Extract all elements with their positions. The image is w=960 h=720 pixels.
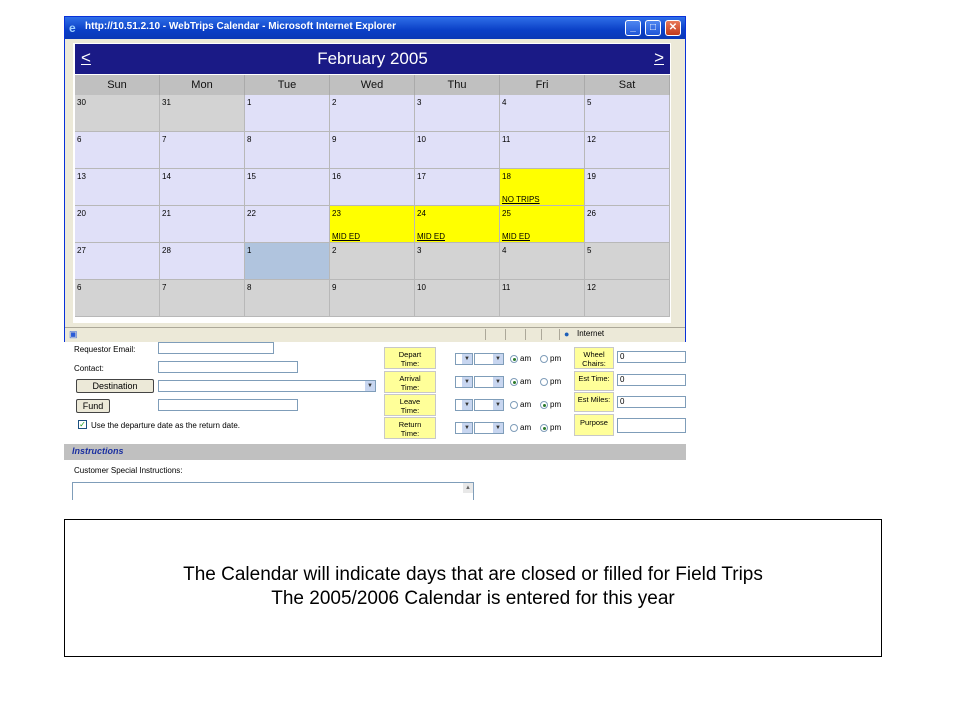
day-number: 10 xyxy=(417,135,426,144)
day-number: 1 xyxy=(247,246,252,255)
trip-request-form xyxy=(64,336,686,500)
chevron-down-icon: ▼ xyxy=(462,354,472,364)
calendar-popup-window xyxy=(64,16,686,342)
day-number: 14 xyxy=(162,172,171,181)
leave-time-label: Leave Time: xyxy=(384,394,436,416)
calendar-day-cell[interactable] xyxy=(75,132,160,169)
est-miles-input[interactable]: 0 xyxy=(617,396,686,408)
day-number: 5 xyxy=(587,246,592,255)
calendar-day-cell[interactable] xyxy=(585,243,670,280)
day-number: 11 xyxy=(502,135,511,144)
am-label: am xyxy=(520,423,532,432)
day-name-mon: Mon xyxy=(160,75,245,95)
depart-time-label: Depart Time: xyxy=(384,347,436,369)
day-number: 12 xyxy=(587,135,596,144)
pm-label: pm xyxy=(550,423,562,432)
calendar-day-cell[interactable] xyxy=(415,95,500,132)
month-title: February 2005 xyxy=(317,49,428,68)
calendar-day-cell[interactable] xyxy=(245,95,330,132)
leave-pm-radio[interactable] xyxy=(540,401,548,409)
calendar-day-cell[interactable] xyxy=(245,280,330,317)
est-time-label: Est Time: xyxy=(574,371,614,391)
depart-pm-radio[interactable] xyxy=(540,355,548,363)
day-note-link[interactable]: MID ED xyxy=(332,232,360,241)
day-number: 1 xyxy=(247,98,252,107)
est-time-input[interactable]: 0 xyxy=(617,374,686,386)
calendar-day-cell[interactable] xyxy=(330,206,415,243)
depart-hour-select[interactable] xyxy=(455,353,473,365)
calendar-day-cell[interactable] xyxy=(500,206,585,243)
calendar-day-cell[interactable] xyxy=(160,95,245,132)
day-number: 28 xyxy=(162,246,171,255)
calendar-day-cell[interactable] xyxy=(75,169,160,206)
minimize-button[interactable]: _ xyxy=(625,20,641,36)
day-number: 6 xyxy=(77,283,82,292)
day-number: 13 xyxy=(77,172,86,181)
calendar-day-cell[interactable] xyxy=(330,243,415,280)
pm-label: pm xyxy=(550,377,562,386)
caption-box xyxy=(64,519,882,657)
calendar-day-cell[interactable] xyxy=(585,280,670,317)
day-number: 11 xyxy=(502,283,511,292)
day-note-link[interactable]: NO TRIPS xyxy=(502,195,540,204)
day-note-link[interactable]: MID ED xyxy=(417,232,445,241)
day-name-fri: Fri xyxy=(500,75,585,95)
calendar-day-cell[interactable] xyxy=(330,95,415,132)
special-instructions-label: Customer Special Instructions: xyxy=(74,466,183,475)
requestor-email-input[interactable] xyxy=(158,342,274,354)
fund-input[interactable] xyxy=(158,399,298,411)
day-name-tue: Tue xyxy=(245,75,330,95)
calendar-day-cell[interactable] xyxy=(585,95,670,132)
calendar-day-cell[interactable] xyxy=(415,243,500,280)
calendar-day-cell[interactable] xyxy=(160,280,245,317)
close-button[interactable]: ✕ xyxy=(665,20,681,36)
requestor-email-label: Requestor Email: xyxy=(74,345,136,354)
pm-label: pm xyxy=(550,354,562,363)
day-number: 10 xyxy=(417,283,426,292)
security-zone: Internet xyxy=(577,329,605,338)
day-name-sun: Sun xyxy=(75,75,160,95)
day-number: 20 xyxy=(77,209,86,218)
day-number: 9 xyxy=(332,135,337,144)
chevron-down-icon: ▼ xyxy=(462,377,472,387)
day-number: 30 xyxy=(77,98,86,107)
maximize-button[interactable]: □ xyxy=(645,20,661,36)
am-label: am xyxy=(520,400,532,409)
est-miles-label: Est Miles: xyxy=(574,392,614,412)
arrival-hour-select[interactable] xyxy=(455,376,473,388)
day-number: 3 xyxy=(417,246,422,255)
chevron-down-icon: ▼ xyxy=(493,377,503,387)
return-am-radio[interactable] xyxy=(510,424,518,432)
day-number: 7 xyxy=(162,283,167,292)
day-number: 19 xyxy=(587,172,596,181)
depart-am-radio[interactable] xyxy=(510,355,518,363)
day-number: 16 xyxy=(332,172,341,181)
calendar-day-cell[interactable] xyxy=(75,243,160,280)
leave-minute-select[interactable] xyxy=(474,399,504,411)
calendar-day-cell[interactable] xyxy=(160,243,245,280)
day-number: 15 xyxy=(247,172,256,181)
wheel-chairs-input[interactable]: 0 xyxy=(617,351,686,363)
day-names-row xyxy=(75,75,670,95)
purpose-input[interactable] xyxy=(617,418,686,433)
day-number: 7 xyxy=(162,135,167,144)
calendar-day-cell[interactable] xyxy=(330,169,415,206)
day-number: 4 xyxy=(502,98,507,107)
next-month-link[interactable]: > xyxy=(654,48,664,67)
chevron-down-icon: ▼ xyxy=(493,400,503,410)
arrival-minute-select[interactable] xyxy=(474,376,504,388)
destination-select[interactable] xyxy=(158,380,376,392)
return-hour-select[interactable] xyxy=(455,422,473,434)
day-note-link[interactable]: MID ED xyxy=(502,232,530,241)
calendar-day-cell[interactable] xyxy=(75,280,160,317)
day-name-sat: Sat xyxy=(585,75,670,95)
day-number: 9 xyxy=(332,283,337,292)
calendar-day-cell[interactable] xyxy=(500,132,585,169)
return-date-checkbox[interactable]: ✓ xyxy=(79,420,86,429)
return-pm-radio[interactable] xyxy=(540,424,548,432)
calendar-day-cell[interactable] xyxy=(500,169,585,206)
page-icon: ▣ xyxy=(69,329,78,339)
day-number: 21 xyxy=(162,209,171,218)
calendar-day-cell[interactable] xyxy=(585,169,670,206)
calendar-day-cell[interactable] xyxy=(245,206,330,243)
chevron-down-icon: ▼ xyxy=(493,423,503,433)
wheel-chairs-label: Wheel Chairs: xyxy=(574,347,614,369)
leave-hour-select[interactable] xyxy=(455,399,473,411)
calendar-day-cell[interactable] xyxy=(330,132,415,169)
chevron-down-icon: ▼ xyxy=(462,400,472,410)
calendar-day-cell[interactable] xyxy=(245,169,330,206)
chevron-down-icon: ▼ xyxy=(365,381,375,391)
instructions-header-bar xyxy=(64,444,686,460)
calendar xyxy=(73,43,671,323)
day-number: 8 xyxy=(247,135,252,144)
status-bar xyxy=(65,327,685,342)
scroll-up-icon[interactable]: ▲ xyxy=(463,483,473,493)
instructions-header: Instructions xyxy=(72,446,124,456)
caption-line-1: The Calendar will indicate days that are closed or filled for Field Trips xyxy=(183,564,763,585)
contact-input[interactable] xyxy=(158,361,298,373)
day-number: 4 xyxy=(502,246,507,255)
calendar-day-cell[interactable] xyxy=(415,206,500,243)
day-number: 31 xyxy=(162,98,171,107)
return-date-checkbox-label: Use the departure date as the return date. xyxy=(91,421,240,430)
day-number: 27 xyxy=(77,246,86,255)
day-number: 3 xyxy=(417,98,422,107)
special-instructions-textarea[interactable] xyxy=(72,482,474,500)
calendar-day-cell[interactable] xyxy=(585,206,670,243)
calendar-day-cell[interactable] xyxy=(500,95,585,132)
calendar-day-cell[interactable] xyxy=(160,169,245,206)
day-number: 2 xyxy=(332,98,337,107)
globe-icon: ● xyxy=(564,329,570,339)
return-minute-select[interactable] xyxy=(474,422,504,434)
calendar-day-cell[interactable] xyxy=(245,132,330,169)
calendar-day-cell[interactable] xyxy=(415,280,500,317)
day-number: 12 xyxy=(587,283,596,292)
day-number: 5 xyxy=(587,98,592,107)
arrival-am-radio[interactable] xyxy=(510,378,518,386)
day-name-thu: Thu xyxy=(415,75,500,95)
day-number: 18 xyxy=(502,172,511,181)
arrival-time-label: Arrival Time: xyxy=(384,371,436,393)
contact-label: Contact: xyxy=(74,364,104,373)
return-time-label: Return Time: xyxy=(384,417,436,439)
day-number: 17 xyxy=(417,172,426,181)
am-label: am xyxy=(520,354,532,363)
chevron-down-icon: ▼ xyxy=(462,423,472,433)
calendar-day-cell[interactable] xyxy=(160,132,245,169)
fund-button[interactable]: Fund xyxy=(76,399,110,413)
chevron-down-icon: ▼ xyxy=(493,354,503,364)
day-number: 2 xyxy=(332,246,337,255)
day-number: 8 xyxy=(247,283,252,292)
calendar-day-cell[interactable] xyxy=(160,206,245,243)
calendar-day-cell[interactable] xyxy=(415,169,500,206)
calendar-day-cell[interactable] xyxy=(330,280,415,317)
day-number: 23 xyxy=(332,209,341,218)
calendar-header xyxy=(75,44,670,74)
calendar-day-cell[interactable] xyxy=(245,243,330,280)
calendar-day-cell[interactable] xyxy=(75,206,160,243)
pm-label: pm xyxy=(550,400,562,409)
caption-line-2: The 2005/2006 Calendar is entered for this year xyxy=(271,588,675,609)
calendar-day-cell[interactable] xyxy=(75,95,160,132)
am-label: am xyxy=(520,377,532,386)
ie-logo-icon: e xyxy=(69,21,76,35)
calendar-day-cell[interactable] xyxy=(500,280,585,317)
window-titlebar[interactable] xyxy=(65,17,685,39)
day-number: 6 xyxy=(77,135,82,144)
calendar-day-cell[interactable] xyxy=(500,243,585,280)
day-number: 24 xyxy=(417,209,426,218)
calendar-day-cell[interactable] xyxy=(415,132,500,169)
depart-minute-select[interactable] xyxy=(474,353,504,365)
arrival-pm-radio[interactable] xyxy=(540,378,548,386)
leave-am-radio[interactable] xyxy=(510,401,518,409)
day-number: 26 xyxy=(587,209,596,218)
window-title: http://10.51.2.10 - WebTrips Calendar - Microsoft Internet Explorer xyxy=(85,21,396,32)
day-number: 25 xyxy=(502,209,511,218)
calendar-day-cell[interactable] xyxy=(585,132,670,169)
prev-month-link[interactable]: < xyxy=(81,48,91,67)
day-number: 22 xyxy=(247,209,256,218)
destination-button[interactable]: Destination xyxy=(76,379,154,393)
day-name-wed: Wed xyxy=(330,75,415,95)
purpose-label: Purpose xyxy=(574,414,614,436)
